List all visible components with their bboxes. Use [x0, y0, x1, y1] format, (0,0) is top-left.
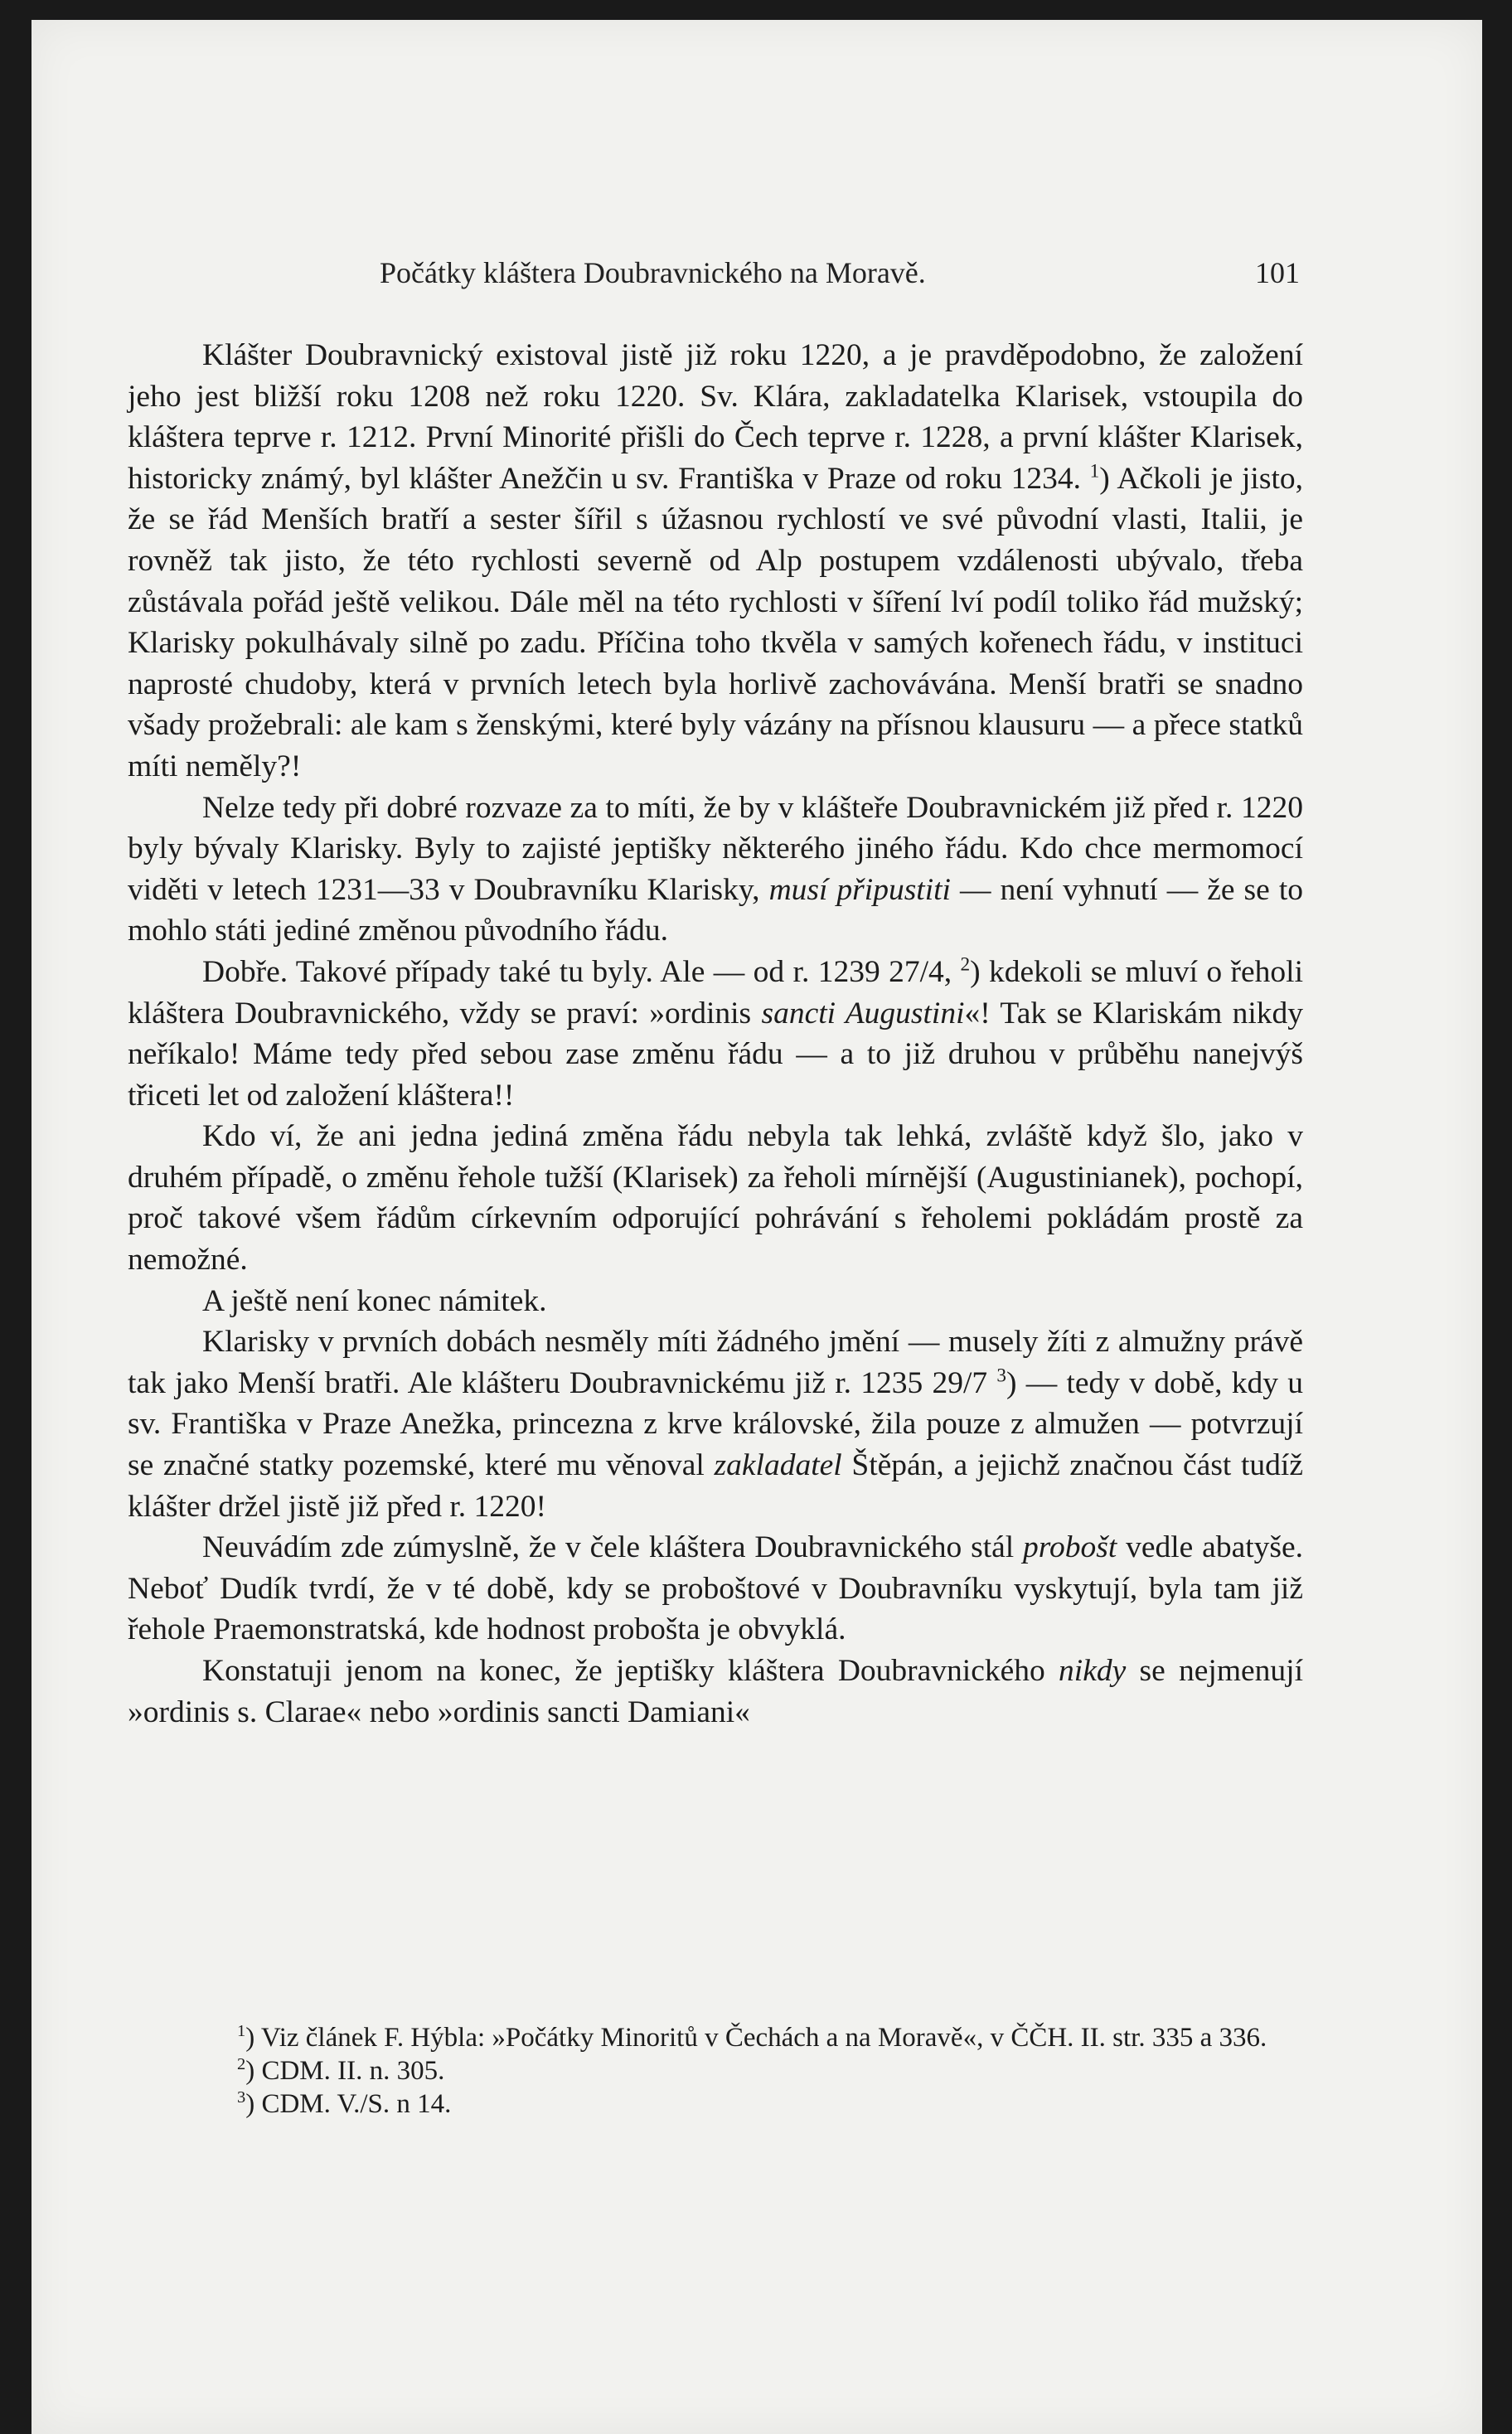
- footnote-text: ) Viz článek F. Hýbla: »Počátky Minoritů v Čechách a na Moravě«, v ČČH. II. str. 335 a 336.: [245, 2023, 1267, 2053]
- footnote-ref: 2: [960, 953, 971, 976]
- text-run: Konstatuji jenom na konec, že jeptišky kláštera Doubravnického: [202, 1654, 1059, 1688]
- paragraph-p3: [128, 952, 1303, 1116]
- footnote-mark: 2: [237, 2055, 246, 2073]
- emphasis-text: musí připustiti: [768, 872, 951, 907]
- text-run: A ještě není konec námitek.: [202, 1283, 547, 1318]
- paragraph-p4: [128, 1116, 1303, 1280]
- text-run: «! Tak se Klariskám nikdy neříkalo! Máme tedy před sebou zase změnu řádu — a to již druhou v průběhu nanejvýš třiceti let od založení kláštera!!: [128, 996, 1304, 1113]
- footnotes: [128, 2021, 1303, 2121]
- text-run: Klarisky v prvních dobách nesměly míti žádného jmění — musely žíti z almužny právě tak jako Menší bratři. Ale klášteru Doubravnickému již r. 1235 29/7: [128, 1325, 1303, 1400]
- footnote-ref: 1: [1089, 460, 1100, 482]
- text-run: Nelze tedy při dobré rozvaze za to míti, že by v klášteře Doubravnickém již před r. 1220 byly bývaly Klarisky. Byly to zajisté jeptišky některého jiného řádu. Kdo chce mermomocí viděti v letech 1231—33 v Doubravníku Klarisky,: [128, 790, 1303, 907]
- footnote-2: [128, 2054, 1303, 2087]
- text-run: — není vyhnutí — že se to mohlo státi jediné změnou původního řádu.: [128, 872, 1303, 948]
- book-page: [32, 20, 1482, 2434]
- page-number: 101: [1255, 256, 1300, 289]
- footnote-ref: 3: [996, 1365, 1006, 1387]
- text-run: ) kdekoli se mluví o řeholi kláštera Doubravnického, vždy se praví: »ordinis: [128, 954, 1304, 1030]
- text-run: Kdo ví, že ani jedna jediná změna řádu nebyla tak lehká, zvláště když šlo, jako v druhém případě, o změnu řehole tužší (Klarisek) za řeholi mírnější (Augustinianek), pochopí, proč takové všem řádům církevním odporující pohrávání s řeholemi pokládám prostě za nemožné.: [128, 1119, 1303, 1278]
- text-run: ) Ačkoli je jisto, že se řád Menších bratří a sester šířil s úžasnou rychlostí ve své původní vlasti, Italii, je rovněž tak jisto, že této rychlosti severně od Alp postupem vzdálenosti ubývalo, třeba zůstávala pořád ještě velikou. Dále měl na této rychlosti v šíření lví podíl toliko řád mužský; Klarisky pokulhávaly silně po zadu. Příčina toho tkvěla v samých kořenech řádu, v instituci naprosté chudoby, která v prvních letech byla horlivě zachovávána. Menší bratři se snadno všady prožebrali: ale kam s ženskými, které byly vázány na přísnou klausuru — a přece statků míti neměly?!: [128, 461, 1303, 783]
- body-text: [128, 335, 1303, 1733]
- text-run: se nejmenují »ordinis s. Clarae« nebo »ordinis sancti Damiani«: [128, 1654, 1303, 1729]
- text-run: Štěpán, a jejichž značnou část tudíž klášter držel jistě již před r. 1220!: [128, 1448, 1303, 1524]
- footnote-text: ) CDM. V./S. n 14.: [245, 2089, 452, 2119]
- text-run: Dobře. Takové případy také tu byly. Ale — od r. 1239 27/4,: [202, 954, 961, 989]
- paragraph-p6: [128, 1321, 1303, 1527]
- footnote-3: [128, 2087, 1303, 2121]
- footnote-mark: 1: [237, 2022, 246, 2040]
- footnote-mark: 3: [237, 2088, 246, 2107]
- text-run: Klášter Doubravnický existoval jistě již roku 1220, a je pravděpodobno, že založení jeho jest bližší roku 1208 než roku 1220. Sv. Klára, zakladatelka Klarisek, vstoupila do kláštera teprve r. 1212. První Minorité přišli do Čech teprve r. 1228, a první klášter Klarisek, historicky známý, byl klášter Anežčin u sv. Františka v Praze od roku 1234.: [128, 338, 1303, 496]
- paragraph-p5: [128, 1281, 1303, 1322]
- footnote-1: [128, 2021, 1303, 2054]
- text-run: ) — tedy v době, kdy u sv. Františka v Praze Anežka, princezna z krve královské, žila pouze z almužen — potvrzují se značné statky pozemské, které mu věnoval: [128, 1365, 1303, 1483]
- emphasis-text: zakladatel: [714, 1448, 842, 1483]
- footnote-text: ) CDM. II. n. 305.: [245, 2056, 445, 2086]
- text-run: Neuvádím zde zúmyslně, že v čele kláštera Doubravnického stál: [202, 1530, 1024, 1565]
- paragraph-p1: [128, 335, 1303, 788]
- page-header: [380, 255, 1300, 290]
- emphasis-text: probošt: [1023, 1530, 1117, 1565]
- text-run: vedle abatyše. Neboť Dudík tvrdí, že v té době, kdy se proboštové v Doubravníku vyskytují, byla tam již řehole Praemonstratská, kde hodnost probošta je obvyklá.: [128, 1530, 1304, 1647]
- paragraph-p2: [128, 788, 1303, 952]
- paragraph-p8: [128, 1651, 1303, 1733]
- running-title: Počátky kláštera Doubravnického na Moravě.: [380, 256, 926, 289]
- emphasis-text: nikdy: [1059, 1654, 1127, 1688]
- emphasis-text: sancti Augustini: [761, 996, 965, 1030]
- paragraph-p7: [128, 1527, 1303, 1651]
